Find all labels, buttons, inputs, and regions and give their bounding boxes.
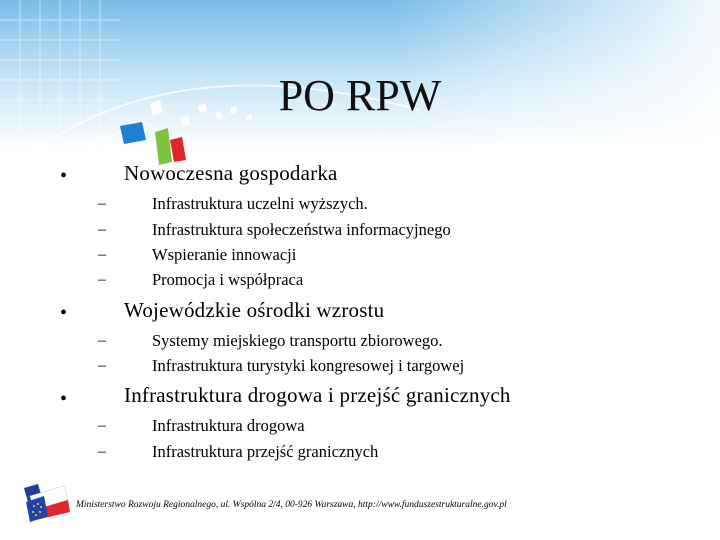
- dash-icon: –: [98, 443, 106, 460]
- slide-title: PO RPW: [278, 71, 442, 120]
- bullet-icon: •: [60, 302, 68, 324]
- list-item: Promocja i współpraca: [152, 270, 304, 289]
- heading-nowoczesna-gospodarka: Nowoczesna gospodarka: [124, 161, 338, 185]
- list-item: Infrastruktura turystyki kongresowej i targowej: [152, 356, 465, 375]
- list-item: Infrastruktura przejść granicznych: [152, 442, 379, 461]
- dash-icon: –: [98, 332, 106, 349]
- heading-wojewodzkie-osrodki: Wojewódzkie ośrodki wzrostu: [124, 298, 385, 322]
- bullet-icon: •: [60, 388, 68, 410]
- dash-icon: –: [98, 417, 106, 434]
- dash-icon: –: [98, 357, 106, 374]
- dash-icon: –: [98, 271, 106, 288]
- heading-infrastruktura-drogowa: Infrastruktura drogowa i przejść granicznych: [124, 383, 511, 407]
- list-item: Infrastruktura drogowa: [152, 416, 305, 435]
- poland-eu-flag-logo: [20, 482, 72, 522]
- dash-icon: –: [98, 246, 106, 263]
- list-item: Infrastruktura społeczeństwa informacyjnego: [152, 220, 451, 239]
- list-item: Systemy miejskiego transportu zbiorowego.: [152, 331, 443, 350]
- footer-text: Ministerstwo Rozwoju Regionalnego, ul. Wspólna 2/4, 00-926 Warszawa, http://www.funduszestrukturalne.gov.pl: [76, 500, 507, 510]
- list-item: Wspieranie innowacji: [152, 245, 297, 264]
- dash-icon: –: [98, 195, 106, 212]
- list-item: Infrastruktura uczelni wyższych.: [152, 194, 368, 213]
- bullet-icon: •: [60, 165, 68, 187]
- dash-icon: –: [98, 221, 106, 238]
